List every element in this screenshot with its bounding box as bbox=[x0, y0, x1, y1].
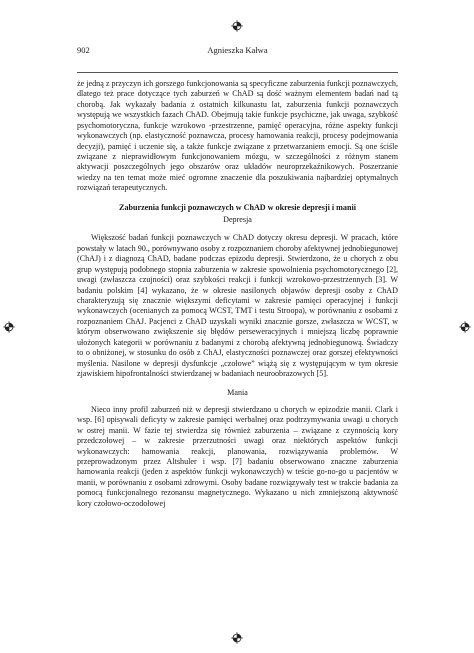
paragraph: Większość badań funkcji poznawczych w ChAD dotyczy okresu depresji. W pracach, które powstały w latach 90., porównywano osoby z rozpoznaniem choroby afektywnej jednobiegunowej (ChAJ) i z diagnozą ChAD, badane podczas epizodu depresji. Stwierdzono, że u chorych z obu grup występują podobnego stopnia zaburzenia w zakresie spowolnienia psychomotorycznego [2], uwagi (zwłaszcza czujności) oraz szybkości reakcji i funkcji wzrokowo-przestrzennych [3]. W badaniu polskim [4] wykazano, że w okresie nasilonych objawów depresji osoby z ChAD charakteryzują się znacznie większymi deficytami w zakresie pamięci operacyjnej i funkcji wykonawczych (ocenianych za pomocą WCST, TMT i testu Stroopa), w porównaniu z osobami z rozpoznaniem ChAJ. Pacjenci z ChAD uzyskali wyniki znacznie gorsze, zwłaszcza w WCST, w którym obserwowano zwiększenie się błędów perseweracyjnych i mniejszą liczbę poprawnie ułożonych kategorii w porównaniu z badanymi z chorobą afektywną jednobiegunową. Świadczy to o obniżonej, w stosunku do osób z ChAJ, elastyczności poznawczej oraz gorszej efektywności myślenia. Nasilone w depresji dysfunkcje „czołowe” wiążą się z występującym w tym okresie zjawiskiem hipofrontalności stwierdzanej w badaniach neuroobrazowych [5]. bbox=[77, 233, 398, 378]
body-text bbox=[77, 79, 398, 509]
subsection-heading-mania: Mania bbox=[227, 388, 248, 398]
registration-mark-icon bbox=[459, 321, 471, 333]
section-heading: Zaburzenia funkcji poznawczych w ChAD w okresie depresji i manii bbox=[119, 202, 356, 212]
running-header-author: Agnieszka Kałwa bbox=[207, 45, 268, 55]
subsection-heading-depression: Depresja bbox=[223, 215, 252, 225]
registration-mark-icon bbox=[231, 20, 243, 32]
paragraph: Nieco inny profil zaburzeń niż w depresji stwierdzano u chorych w epizodzie manii. Clark i wsp. [6] opisywali deficyty w zakresie pamięci werbalnej oraz podtrzymywania uwagi u chorych w ostrej manii. W fazie tej stwierdza się również zaburzenia – związane z czynnością kory przedczołowej – w zakresie przerzutności uwagi oraz niektórych aspektów funkcji wykonawczych: hamowania reakcji, planowania, rozwiązywania problemów. W przeprowadzonym przez Altshuler i wsp. [7] badaniu obserwowano znaczne zaburzenia hamowania reakcji (jeden z aspektów funkcji wykonawczych) w teście go-no-go u pacjentów w manii, w porównaniu z osobami zdrowymi. Osoby badane rozwiązywały test w trakcie badania za pomocą funkcjonalnego rezonansu magnetycznego. Wykazano u nich zmniejszoną aktywność kory czołowo-oczodołowej bbox=[77, 404, 398, 508]
registration-mark-icon bbox=[3, 321, 15, 333]
paragraph: że jedną z przyczyn ich gorszego funkcjonowania są specyficzne zaburzenia funkcji poznawczych, dlatego też prace dotyczące tych zaburzeń w ChAD są dość ważnym elementem badań nad tą chorobą. Jak wykazały badania z ostatnich kilkunastu lat, zaburzenia funkcji poznawczych występują we wszystkich fazach ChAD. Obejmują takie funkcje psychiczne, jak uwaga, szybkość psychomotoryczna, funkcje wzrokowo -przestrzenne, pamięć operacyjna, różne aspekty funkcji wykonawczych (np. elastyczność poznawcza, procesy hamowania reakcji, procesy podejmowania decyzji), pamięć i uczenie się, a także funkcje związane z przetwarzaniem emocji. Są one ściśle związane z nieprawidłowym funkcjonowaniem mózgu, w szczególności z różnym stanem aktywacji poszczególnych jego obszarów oraz układów neuroprzekaźnikowych. Poszerzanie wiedzy na ten temat może mieć ogromne znaczenie dla poszukiwania najbardziej optymalnych rozwiązań terapeutycznych. bbox=[77, 79, 398, 193]
page-number: 902 bbox=[77, 45, 90, 55]
running-header bbox=[77, 45, 398, 59]
header-rule bbox=[77, 72, 398, 73]
registration-mark-icon bbox=[231, 632, 243, 644]
